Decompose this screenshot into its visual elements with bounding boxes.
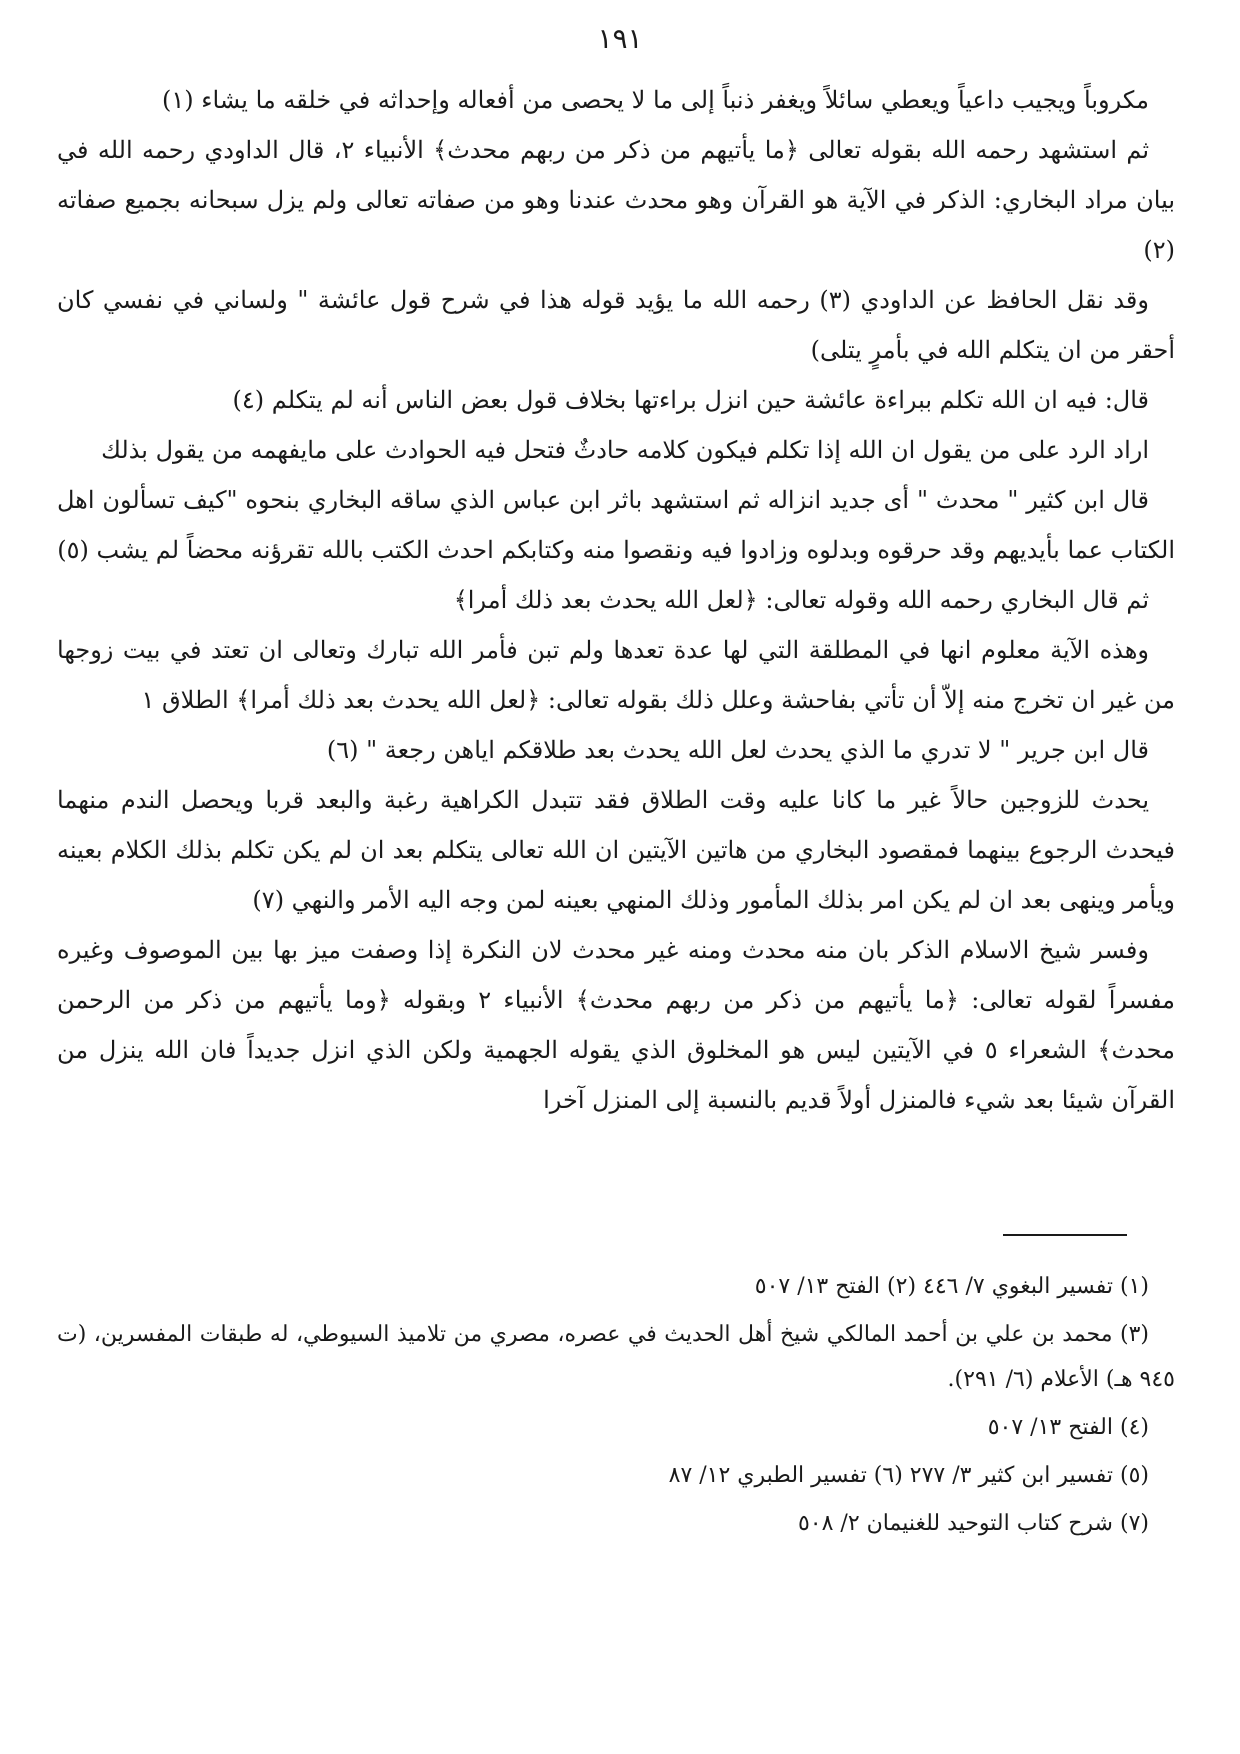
paragraph: يحدث للزوجين حالاً غير ما كانا عليه وقت الطلاق فقد تتبدل الكراهية رغبة والبعد قربا ويحصل الندم منهما فيحدث الرجوع بينهما فمقصود البخاري من هاتين الآيتين ان الله تعالى يتكلم بعد ان لم يكن تكلم بذلك الكلام بعينه ويأمر وينهى بعد ان لم يكن امر بذلك المأمور وذلك المنهي بعينه لمن وجه اليه الأمر والنهي (٧) [57,786,1175,914]
paragraph: قال: فيه ان الله تكلم ببراءة عائشة حين انزل براءتها بخلاف قول بعض الناس أنه لم يتكلم (٤) [232,386,1149,414]
footnotes [57,1264,1175,1549]
footnote: (٥) تفسير ابن كثير ٣/ ٢٧٧ (٦) تفسير الطبري ١٢/ ٨٧ [668,1463,1149,1488]
paragraph: مكروباً ويجيب داعياً ويعطي سائلاً ويغفر ذنباً إلى ما لا يحصى من أفعاله وإحداثه في خلقه ما يشاء (١) [162,86,1149,114]
paragraph: اراد الرد على من يقول ان الله إذا تكلم فيكون كلامه حادثٌ فتحل فيه الحوادث على مايفهمه من يقول بذلك [101,436,1149,464]
footnote: (٧) شرح كتاب التوحيد للغنيمان ٢/ ٥٠٨ [797,1511,1149,1536]
page-number: ١٩١ [597,22,643,55]
footnote-separator [1003,1234,1127,1236]
main-text [57,75,1175,1125]
footnote: (١) تفسير البغوي ٧/ ٤٤٦ (٢) الفتح ١٣/ ٥٠٧ [754,1274,1149,1299]
footnote: (٤) الفتح ١٣/ ٥٠٧ [987,1415,1149,1440]
paragraph: قال ابن جرير " لا تدري ما الذي يحدث لعل الله يحدث بعد طلاقكم اياهن رجعة " (٦) [326,736,1149,764]
paragraph: وهذه الآية معلوم انها في المطلقة التي لها عدة تعدها ولم تبن فأمر الله تبارك وتعالى ان تعتد في بيت زوجها من غير ان تخرج منه إلاّ أن تأتي بفاحشة وعلل ذلك بقوله تعالى: ﴿لعل الله يحدث بعد ذلك أمرا﴾ الطلاق ١ [57,636,1175,714]
paragraph: وفسر شيخ الاسلام الذكر بان منه محدث ومنه غير محدث لان النكرة إذا وصفت ميز بها بين الموصوف وغيره مفسراً لقوله تعالى: ﴿ما يأتيهم من ذكر من ربهم محدث﴾ الأنبياء ٢ وبقوله ﴿وما يأتيهم من ذكر من الرحمن محدث﴾ الشعراء ٥ في الآيتين ليس هو المخلوق الذي يقوله الجهمية ولكن الذي انزل جديداً فان الله ينزل من القرآن شيئا بعد شيء فالمنزل أولاً قديم بالنسبة إلى المنزل آخرا [57,936,1176,1114]
paragraph: وقد نقل الحافظ عن الداودي (٣) رحمه الله ما يؤيد قوله هذا في شرح قول عائشة " ولساني في نفسي كان أحقر من ان يتكلم الله في بأمرٍ يتلى) [57,286,1175,364]
paragraph: ثم استشهد رحمه الله بقوله تعالى ﴿ما يأتيهم من ذكر من ربهم محدث﴾ الأنبياء ٢، قال الداودي رحمه الله في بيان مراد البخاري: الذكر في الآية هو القرآن وهو محدث عندنا وهو من صفاته تعالى ولم يزل سبحانه بجميع صفاته (٢) [57,136,1175,264]
paragraph: قال ابن كثير " محدث " أى جديد انزاله ثم استشهد باثر ابن عباس الذي ساقه البخاري بنحوه "كيف تسألون اهل الكتاب عما بأيديهم وقد حرقوه وبدلوه وزادوا فيه ونقصوا منه وكتابكم احدث الكتب بالله تقرؤنه محضاً لم يشب (٥) [57,486,1175,564]
footnote: (٣) محمد بن علي بن أحمد المالكي شيخ أهل الحديث في عصره، مصري من تلاميذ السيوطي، له طبقات المفسرين، (ت ٩٤٥ هـ) الأعلام (٦/ ٢٩١). [57,1322,1175,1392]
paragraph: ثم قال البخاري رحمه الله وقوله تعالى: ﴿لعل الله يحدث بعد ذلك أمرا﴾ [453,586,1149,614]
